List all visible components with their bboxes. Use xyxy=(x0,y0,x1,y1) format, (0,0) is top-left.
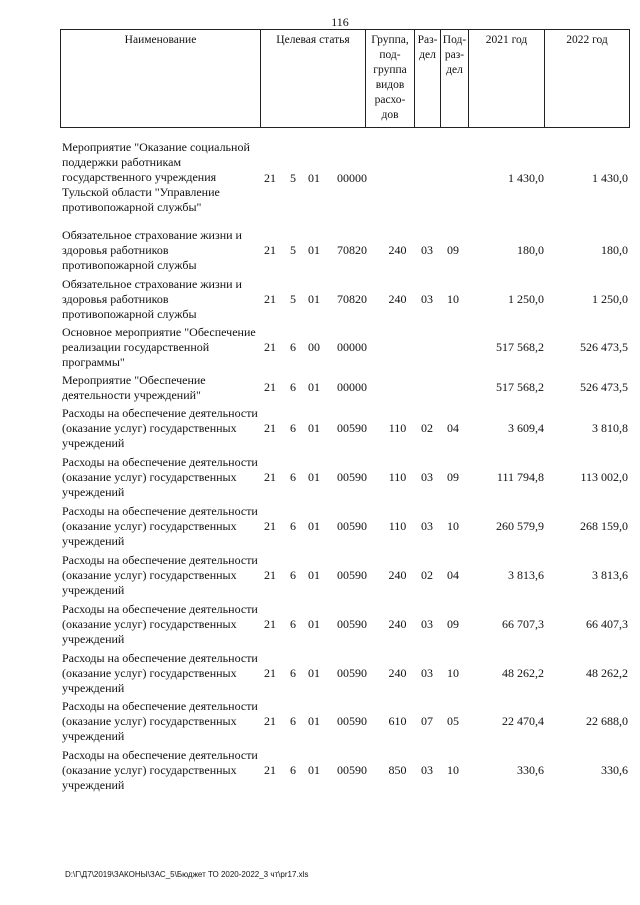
subsection: 09 xyxy=(447,243,459,257)
amount-2021: 22 470,4 xyxy=(502,714,544,728)
section: 02 xyxy=(421,568,433,582)
code-direction: 00590 xyxy=(337,568,367,582)
table-row xyxy=(60,651,630,696)
amount-2021: 111 794,8 xyxy=(496,470,544,484)
header-section: Раз- дел xyxy=(414,30,440,127)
row-name: Расходы на обеспечение деятельности (оказание услуг) государственных учреждений xyxy=(62,504,258,548)
section: 03 xyxy=(421,243,433,257)
header-name: Наименование xyxy=(60,30,260,127)
code-subprogram: 6 xyxy=(290,714,296,728)
expense-group: 110 xyxy=(388,421,407,435)
amount-2022: 22 688,0 xyxy=(586,714,628,728)
amount-2022: 1 430,0 xyxy=(592,171,628,185)
table-row xyxy=(60,748,630,793)
code-program: 21 xyxy=(264,470,276,484)
section: 03 xyxy=(421,470,433,484)
expense-group: 240 xyxy=(388,243,407,257)
row-name: Расходы на обеспечение деятельности (оказание услуг) государственных учреждений xyxy=(62,602,258,646)
header-target-article: Целевая статья xyxy=(260,30,365,127)
expense-group: 240 xyxy=(388,617,407,631)
subsection: 09 xyxy=(447,617,459,631)
header-2022: 2022 год xyxy=(544,30,630,127)
row-name: Мероприятие "Оказание социальной поддержки работникам государственного учреждения Тульской области "Управление противопожарной службы" xyxy=(62,140,250,214)
row-name: Расходы на обеспечение деятельности (оказание услуг) государственных учреждений xyxy=(62,699,258,743)
expense-group: 110 xyxy=(388,470,407,484)
expense-group: 850 xyxy=(388,763,407,777)
code-program: 21 xyxy=(264,568,276,582)
code-direction: 00590 xyxy=(337,470,367,484)
row-name: Расходы на обеспечение деятельности (оказание услуг) государственных учреждений xyxy=(62,553,258,597)
subsection: 04 xyxy=(447,421,459,435)
code-program: 21 xyxy=(264,617,276,631)
header-2021: 2021 год xyxy=(468,30,544,127)
table-row xyxy=(60,553,630,598)
code-subprogram: 6 xyxy=(290,519,296,533)
code-direction: 00590 xyxy=(337,763,367,777)
subsection: 05 xyxy=(447,714,459,728)
code-program: 21 xyxy=(264,340,276,354)
code-subprogram: 6 xyxy=(290,666,296,680)
code-direction: 00000 xyxy=(337,340,367,354)
amount-2021: 1 250,0 xyxy=(508,292,544,306)
table-row xyxy=(60,140,630,218)
row-name: Основное мероприятие "Обеспечение реализации государственной программы" xyxy=(62,325,256,369)
section: 03 xyxy=(421,292,433,306)
code-program: 21 xyxy=(264,519,276,533)
code-program: 21 xyxy=(264,171,276,185)
code-program: 21 xyxy=(264,714,276,728)
code-subprogram: 6 xyxy=(290,380,296,394)
subsection: 10 xyxy=(447,292,459,306)
table-row xyxy=(60,406,630,451)
row-name: Мероприятие "Обеспечение деятельности учреждений" xyxy=(62,373,206,402)
amount-2021: 66 707,3 xyxy=(502,617,544,631)
table-row xyxy=(60,602,630,647)
section: 03 xyxy=(421,666,433,680)
section: 03 xyxy=(421,519,433,533)
amount-2022: 526 473,5 xyxy=(580,380,628,394)
code-direction: 00590 xyxy=(337,617,367,631)
expense-group: 110 xyxy=(388,519,407,533)
code-program: 21 xyxy=(264,421,276,435)
amount-2021: 3 609,4 xyxy=(508,421,544,435)
code-event: 01 xyxy=(308,171,320,185)
amount-2021: 517 568,2 xyxy=(496,340,544,354)
page-number: 116 xyxy=(331,15,349,29)
amount-2021: 330,6 xyxy=(517,763,544,777)
code-subprogram: 6 xyxy=(290,568,296,582)
code-direction: 00590 xyxy=(337,421,367,435)
table-row xyxy=(60,373,630,403)
code-subprogram: 5 xyxy=(290,292,296,306)
code-subprogram: 5 xyxy=(290,171,296,185)
code-event: 01 xyxy=(308,292,320,306)
table-row xyxy=(60,455,630,500)
code-direction: 00590 xyxy=(337,519,367,533)
row-name: Расходы на обеспечение деятельности (оказание услуг) государственных учреждений xyxy=(62,455,258,499)
table-row xyxy=(60,699,630,744)
amount-2022: 3 813,6 xyxy=(592,568,628,582)
table-row xyxy=(60,277,630,322)
code-event: 01 xyxy=(308,243,320,257)
section: 03 xyxy=(421,763,433,777)
code-direction: 70820 xyxy=(337,243,367,257)
table-row xyxy=(60,228,630,273)
row-name: Расходы на обеспечение деятельности (оказание услуг) государственных учреждений xyxy=(62,406,258,450)
code-program: 21 xyxy=(264,380,276,394)
code-event: 01 xyxy=(308,666,320,680)
amount-2021: 3 813,6 xyxy=(508,568,544,582)
header-subsection: Под- раз- дел xyxy=(440,30,468,127)
subsection: 10 xyxy=(447,666,459,680)
amount-2022: 113 002,0 xyxy=(580,470,628,484)
code-event: 01 xyxy=(308,380,320,394)
code-program: 21 xyxy=(264,292,276,306)
amount-2022: 66 407,3 xyxy=(586,617,628,631)
code-subprogram: 6 xyxy=(290,340,296,354)
subsection: 10 xyxy=(447,519,459,533)
code-event: 01 xyxy=(308,568,320,582)
code-direction: 00000 xyxy=(337,380,367,394)
subsection: 09 xyxy=(447,470,459,484)
section: 02 xyxy=(421,421,433,435)
file-path: D:\Г\Д7\2019\ЗАКОНЫ\ЗАС_5\Бюджет ТО 2020-2022_3 чт\pr17.xls xyxy=(65,870,309,879)
section: 03 xyxy=(421,617,433,631)
amount-2021: 180,0 xyxy=(517,243,544,257)
code-program: 21 xyxy=(264,243,276,257)
table-row xyxy=(60,504,630,549)
amount-2022: 268 159,0 xyxy=(580,519,628,533)
code-program: 21 xyxy=(264,763,276,777)
code-program: 21 xyxy=(264,666,276,680)
row-name: Расходы на обеспечение деятельности (оказание услуг) государственных учреждений xyxy=(62,651,258,695)
expense-group: 240 xyxy=(388,666,407,680)
code-subprogram: 5 xyxy=(290,243,296,257)
row-name: Расходы на обеспечение деятельности (оказание услуг) государственных учреждений xyxy=(62,748,258,792)
amount-2022: 1 250,0 xyxy=(592,292,628,306)
subsection: 10 xyxy=(447,763,459,777)
code-event: 01 xyxy=(308,714,320,728)
amount-2022: 3 810,8 xyxy=(592,421,628,435)
amount-2021: 517 568,2 xyxy=(496,380,544,394)
amount-2021: 1 430,0 xyxy=(508,171,544,185)
header-expense-group: Группа, под- группа видов расхо- дов xyxy=(365,30,414,127)
code-subprogram: 6 xyxy=(290,421,296,435)
subsection: 04 xyxy=(447,568,459,582)
table-header xyxy=(60,29,630,128)
code-direction: 70820 xyxy=(337,292,367,306)
section: 07 xyxy=(421,714,433,728)
code-subprogram: 6 xyxy=(290,470,296,484)
row-name: Обязательное страхование жизни и здоровья работников противопожарной службы xyxy=(62,277,242,321)
code-event: 01 xyxy=(308,763,320,777)
code-subprogram: 6 xyxy=(290,617,296,631)
amount-2022: 48 262,2 xyxy=(586,666,628,680)
row-name: Обязательное страхование жизни и здоровья работников противопожарной службы xyxy=(62,228,242,272)
expense-group: 240 xyxy=(388,292,407,306)
code-event: 00 xyxy=(308,340,320,354)
amount-2022: 330,6 xyxy=(601,763,628,777)
code-direction: 00000 xyxy=(337,171,367,185)
amount-2022: 180,0 xyxy=(601,243,628,257)
code-event: 01 xyxy=(308,421,320,435)
expense-group: 240 xyxy=(388,568,407,582)
amount-2022: 526 473,5 xyxy=(580,340,628,354)
amount-2021: 48 262,2 xyxy=(502,666,544,680)
code-direction: 00590 xyxy=(337,714,367,728)
code-event: 01 xyxy=(308,519,320,533)
code-subprogram: 6 xyxy=(290,763,296,777)
code-direction: 00590 xyxy=(337,666,367,680)
code-event: 01 xyxy=(308,617,320,631)
code-event: 01 xyxy=(308,470,320,484)
table-row xyxy=(60,325,630,370)
amount-2021: 260 579,9 xyxy=(496,519,544,533)
expense-group: 610 xyxy=(388,714,407,728)
